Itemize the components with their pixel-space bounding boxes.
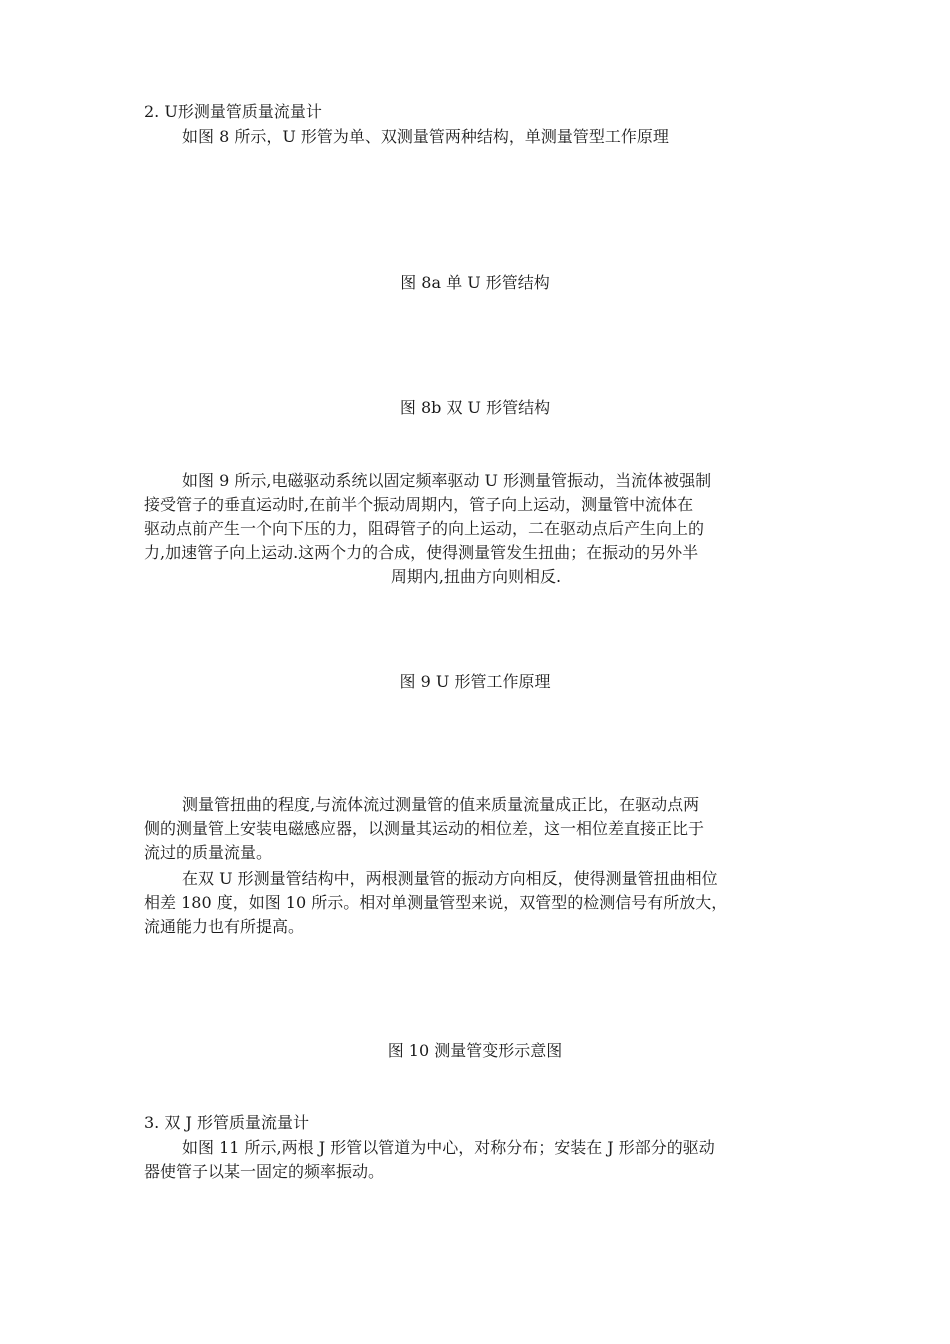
figure-8a-caption: 图 8a 单 U 形管结构 <box>400 273 550 292</box>
figure-10-caption: 图 10 测量管变形示意图 <box>387 1041 563 1060</box>
section-2-intro <box>144 125 808 149</box>
text-line: 如图 8 所示，U 形管为单、双测量管两种结构，单测量管型工作原理 <box>182 127 669 146</box>
paragraph-double-u <box>144 867 808 939</box>
paragraph-twist <box>144 793 808 865</box>
text-line: 力,加速管子向上运动.这两个力的合成，使得测量管发生扭曲；在振动的另外半 <box>144 543 699 562</box>
paragraph-fig9-principle <box>144 469 808 589</box>
text-line: 接受管子的垂直运动时,在前半个振动周期内，管子向上运动，测量管中流体在 <box>144 495 694 514</box>
section-3-paragraph <box>144 1136 808 1184</box>
text-line: 周期内,扭曲方向则相反. <box>390 567 562 586</box>
text-line: 侧的测量管上安装电磁感应器，以测量其运动的相位差，这一相位差直接正比于 <box>144 819 705 838</box>
text-line: 流过的质量流量。 <box>144 843 273 862</box>
text-line: 如图 9 所示,电磁驱动系统以固定频率驱动 U 形测量管振动，当流体被强制 <box>182 471 712 490</box>
text-line: 器使管子以某一固定的频率振动。 <box>144 1162 385 1181</box>
text-line: 驱动点前产生一个向下压的力，阻碍管子的向上运动，二在驱动点后产生向上的 <box>144 519 705 538</box>
text-line: 在双 U 形测量管结构中，两根测量管的振动方向相反，使得测量管扭曲相位 <box>182 869 718 888</box>
text-line: 流通能力也有所提高。 <box>144 917 305 936</box>
figure-9-caption: 图 9 U 形管工作原理 <box>399 672 551 691</box>
text-line: 测量管扭曲的程度,与流体流过测量管的值来质量流量成正比，在驱动点两 <box>182 795 700 814</box>
section-3-heading: 3. 双 J 形管质量流量计 <box>144 1113 309 1132</box>
text-line: 如图 11 所示,两根 J 形管以管道为中心，对称分布；安装在 J 形部分的驱动 <box>182 1138 715 1157</box>
section-2-heading: 2. U形测量管质量流量计 <box>144 102 322 121</box>
text-line: 相差 180 度，如图 10 所示。相对单测量管型来说，双管型的检测信号有所放大， <box>144 893 728 912</box>
figure-8b-caption: 图 8b 双 U 形管结构 <box>399 398 551 417</box>
